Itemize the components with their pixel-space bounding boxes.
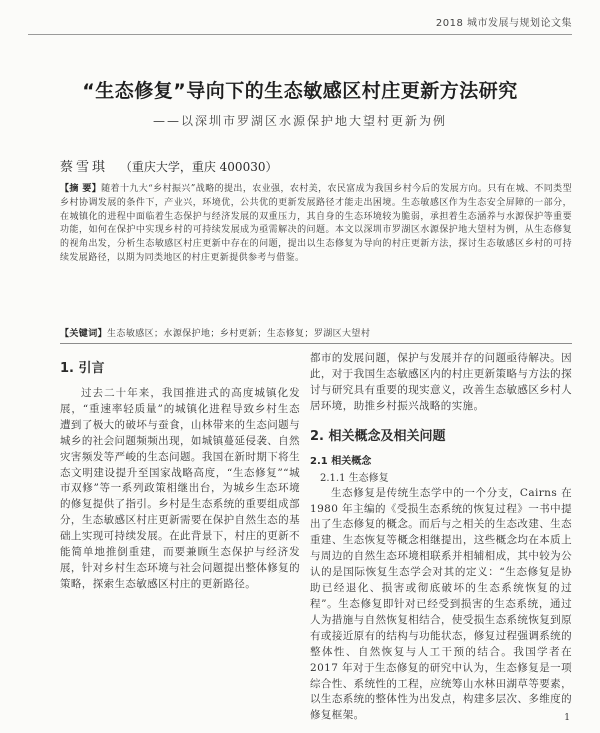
subsection-2-1-heading: 2.1 相关概念 (310, 455, 372, 467)
header-title: 2018 城市发展与规划论文集 (435, 18, 572, 29)
right-column (310, 351, 572, 722)
left-column (60, 351, 300, 709)
abstract (60, 183, 572, 266)
keywords (60, 326, 572, 339)
paper-title: “生态修复”导向下的生态敏感区村庄更新方法研究 (82, 80, 518, 102)
section-1-heading: 1. 引言 (60, 361, 105, 376)
section-2-heading: 2. 相关概念及相关问题 (310, 428, 446, 444)
abstract-text: 随着十九大“乡村振兴”战略的提出，农业强，农村美，农民富成为我国乡村今后的发展方向。只有在城、不同类型乡村协调发展的条件下，产业兴，环境优，公共优的更新发展路径才能走出困境。生态敏感区作为生态安全屏障的一部分，在城镇化的进程中面临着生态保护与经济发展的双重压力，其自身的生态环境较为脆弱，承担着生态涵养与水源保护等重要功能，如何在保护中实现乡村的可持续发展成为亟需解决的问题。本文以深圳市罗湖区水源保护地大望村为例，从生态修复的视角出发，分析生态敏感区村庄更新中存在的问题，提出以生态修复为导向的村庄更新方法，探讨生态敏感区乡村的可持续发展路径，以期为同类地区的村庄更新提供参考与借鉴。 (60, 184, 572, 263)
section-1-paragraph: 过去二十年来，我国推进式的高度城镇化发展，“重速率轻质量”的城镇化进程导致乡村生态遭到了极大的破坏与蚕食，山林带来的生态问题与城乡的社会问题频频出现，如城镇蔓延侵袭、自然灾害频发等严峻的生态问题。我国在新时期下将生态文明建设提升至国家战略高度，“生态修复”“城市双修”等一系列政策相继出台，为城乡生态环境的修复提供了指引。乡村是生态系统的重要组成部分，生态敏感区村庄更新需要在保护自然生态的基础上实现可持续发展。在此背景下，村庄的更新不能简单地推倒重建，而要兼顾生态保护与经济发展，针对乡村生态环境与社会问题提出整体修复的策略，探索生态敏感区村庄的更新路径。 (60, 387, 300, 590)
continued-paragraph: 都市的发展问题，保护与发展并存的问题亟待解决。因此，对于我国生态敏感区内的村庄更新策略与方法的探讨与研究具有重要的现实意义，改善生态敏感区乡村人居环境，助推乡村振兴战略的实施。 (310, 352, 572, 412)
subsection-2-1-1-heading: 2.1.1 生态修复 (320, 472, 389, 484)
keywords-text: 生态敏感区；水源保护地；乡村更新；生态修复；罗湖区大望村 (107, 329, 371, 339)
keywords-label: 【关键词】 (60, 329, 108, 339)
abstract-divider (60, 343, 572, 344)
abstract-label: 【摘 要】 (60, 184, 102, 194)
paper-subtitle: ——以深圳市罗湖区水源保护地大望村更新为例 (152, 114, 447, 128)
section-2-paragraph: 生态修复是传统生态学中的一个分支，Cairns 在 1980 年主编的《受损生态系统的恢复过程》一书中提出了生态修复的概念。而后与之相关的生态改建、生态重建、生态恢复等概念相继提出，这些概念均在本质上与周边的自然生态环境相联系并相辅相成，其中较为公认的是国际恢复生态学会对其的定义：“生态修复是协助已经退化、损害或彻底破坏的生态系统恢复的过程”。生态修复即针对已经受到损害的生态系统，通过人为措施与自然恢复相结合，使受损生态系统恢复到原有或接近原有的结构与功能状态，修复过程强调系统的整体性、自然恢复与人工干预的结合。我国学者在 2017 年对于生态修复的研究中认为，生态修复是一项综合性、系统性的工程，应统筹山水林田湖草等要素，以生态系统的整体性为出发点，构建多层次、多维度的修复框架。 (310, 486, 572, 722)
running-header (28, 12, 572, 35)
author-name: 蔡雪琪 (60, 160, 109, 175)
author-line (60, 156, 277, 175)
author-affiliation: （重庆大学，重庆 400030） (119, 160, 278, 174)
page-number: 1 (564, 713, 570, 723)
